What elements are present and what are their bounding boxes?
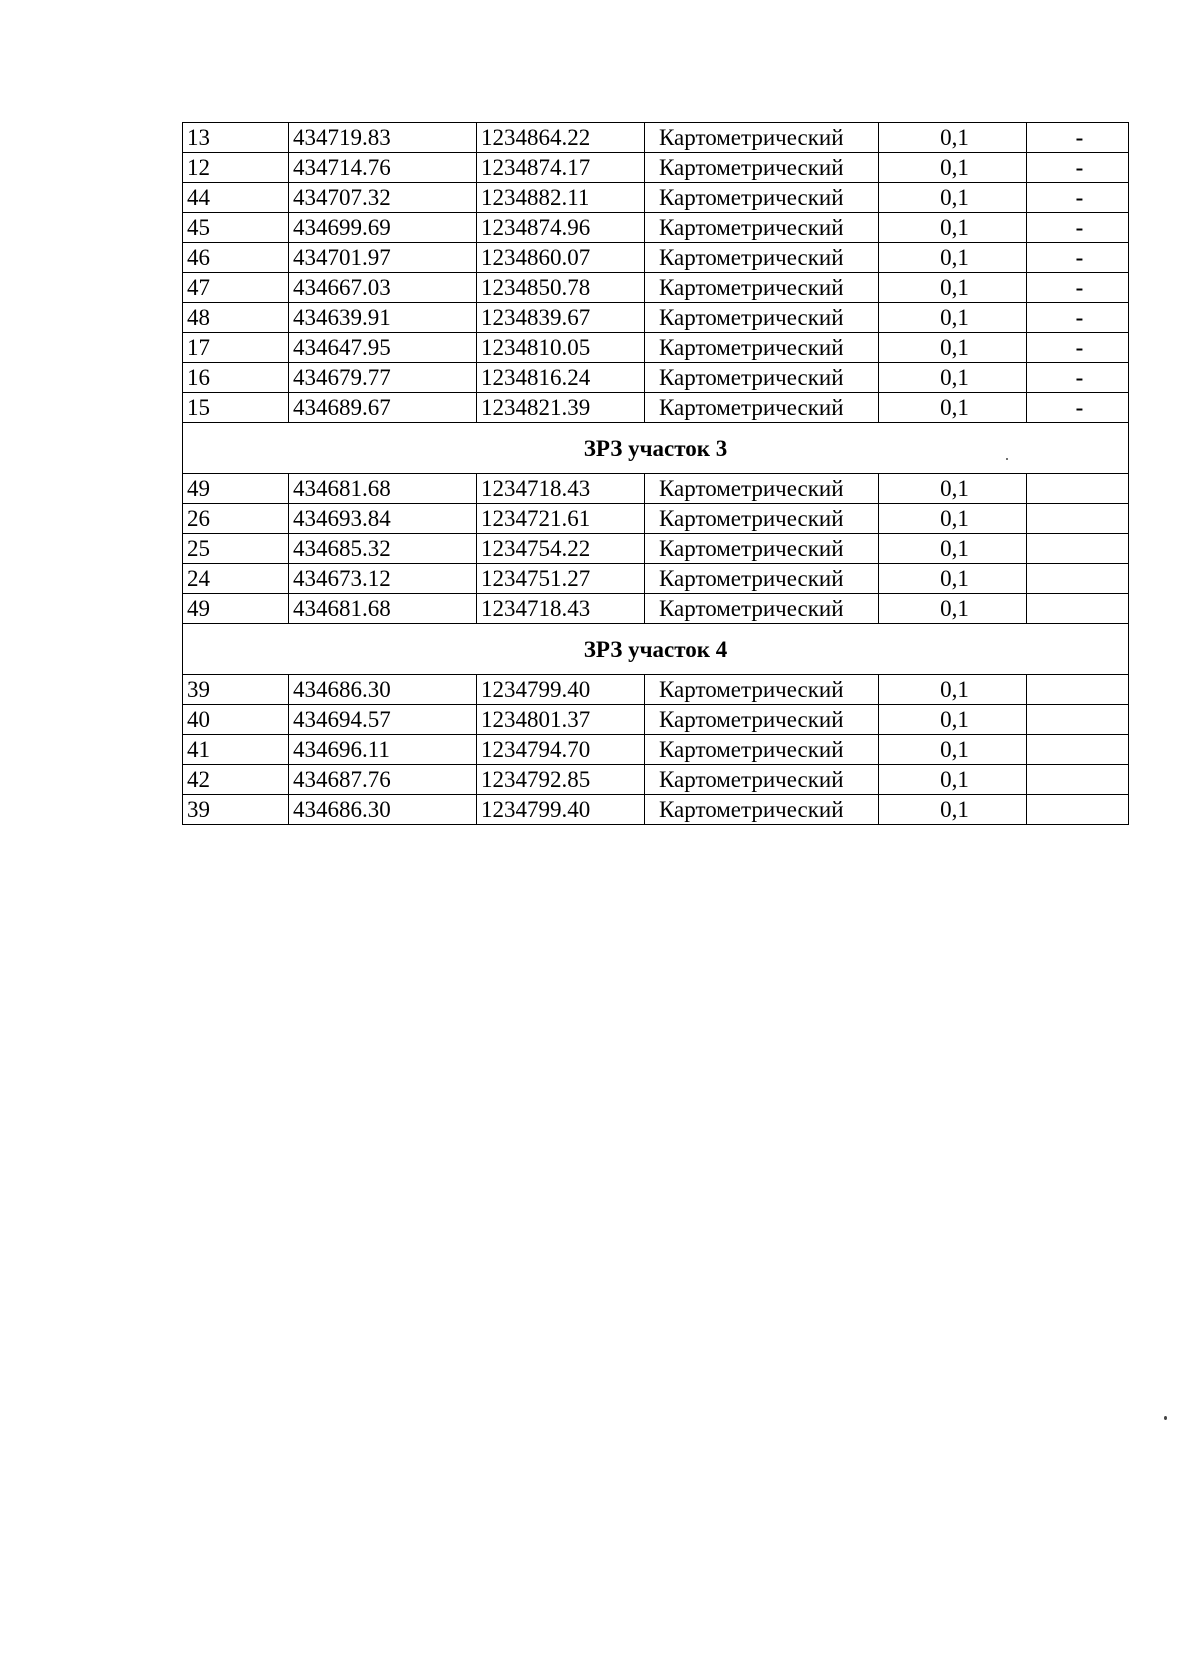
note-cell: - [1027,393,1129,423]
section-title: ЗРЗ участок 3 [183,423,1129,474]
point-number-cell: 48 [183,303,289,333]
y-coordinate-cell: 1234850.78 [477,273,645,303]
method-cell: Картометрический [645,273,879,303]
y-coordinate-cell: 1234816.24 [477,363,645,393]
table-row [183,243,1129,273]
table-row [183,183,1129,213]
note-cell: - [1027,303,1129,333]
table-row [183,504,1129,534]
point-number-cell: 45 [183,213,289,243]
x-coordinate-cell: 434685.32 [289,534,477,564]
method-cell: Картометрический [645,333,879,363]
method-cell: Картометрический [645,675,879,705]
y-coordinate-cell: 1234801.37 [477,705,645,735]
x-coordinate-cell: 434689.67 [289,393,477,423]
table-row [183,213,1129,243]
x-coordinate-cell: 434686.30 [289,795,477,825]
point-number-cell: 17 [183,333,289,363]
table-row [183,123,1129,153]
table-row [183,594,1129,624]
table-row [183,534,1129,564]
accuracy-cell: 0,1 [879,213,1027,243]
accuracy-cell: 0,1 [879,333,1027,363]
note-cell [1027,765,1129,795]
x-coordinate-cell: 434686.30 [289,675,477,705]
x-coordinate-cell: 434707.32 [289,183,477,213]
y-coordinate-cell: 1234864.22 [477,123,645,153]
point-number-cell: 25 [183,534,289,564]
accuracy-cell: 0,1 [879,534,1027,564]
table-row [183,393,1129,423]
point-number-cell: 26 [183,504,289,534]
y-coordinate-cell: 1234751.27 [477,564,645,594]
method-cell: Картометрический [645,303,879,333]
point-number-cell: 39 [183,675,289,705]
y-coordinate-cell: 1234721.61 [477,504,645,534]
note-cell [1027,534,1129,564]
x-coordinate-cell: 434679.77 [289,363,477,393]
point-number-cell: 40 [183,705,289,735]
method-cell: Картометрический [645,795,879,825]
point-number-cell: 39 [183,795,289,825]
x-coordinate-cell: 434696.11 [289,735,477,765]
y-coordinate-cell: 1234874.17 [477,153,645,183]
coordinates-table-body [183,123,1129,825]
x-coordinate-cell: 434639.91 [289,303,477,333]
note-cell [1027,795,1129,825]
section-header-row [183,624,1129,675]
coordinates-table [182,122,1129,825]
note-cell: - [1027,213,1129,243]
note-cell: - [1027,153,1129,183]
x-coordinate-cell: 434681.68 [289,594,477,624]
x-coordinate-cell: 434673.12 [289,564,477,594]
note-cell [1027,594,1129,624]
note-cell: - [1027,183,1129,213]
note-cell: - [1027,363,1129,393]
method-cell: Картометрический [645,705,879,735]
point-number-cell: 49 [183,594,289,624]
method-cell: Картометрический [645,123,879,153]
note-cell: - [1027,243,1129,273]
table-row [183,474,1129,504]
table-row [183,735,1129,765]
method-cell: Картометрический [645,153,879,183]
y-coordinate-cell: 1234754.22 [477,534,645,564]
note-cell [1027,735,1129,765]
y-coordinate-cell: 1234882.11 [477,183,645,213]
table-row [183,333,1129,363]
table-row [183,303,1129,333]
accuracy-cell: 0,1 [879,123,1027,153]
x-coordinate-cell: 434699.69 [289,213,477,243]
point-number-cell: 12 [183,153,289,183]
y-coordinate-cell: 1234792.85 [477,765,645,795]
note-cell [1027,705,1129,735]
x-coordinate-cell: 434701.97 [289,243,477,273]
accuracy-cell: 0,1 [879,183,1027,213]
method-cell: Картометрический [645,564,879,594]
note-cell [1027,474,1129,504]
y-coordinate-cell: 1234839.67 [477,303,645,333]
method-cell: Картометрический [645,183,879,213]
method-cell: Картометрический [645,504,879,534]
method-cell: Картометрический [645,393,879,423]
table-row [183,765,1129,795]
y-coordinate-cell: 1234718.43 [477,474,645,504]
table-row [183,363,1129,393]
table-row [183,795,1129,825]
method-cell: Картометрический [645,594,879,624]
method-cell: Картометрический [645,534,879,564]
y-coordinate-cell: 1234794.70 [477,735,645,765]
point-number-cell: 42 [183,765,289,795]
accuracy-cell: 0,1 [879,303,1027,333]
point-number-cell: 15 [183,393,289,423]
x-coordinate-cell: 434667.03 [289,273,477,303]
accuracy-cell: 0,1 [879,153,1027,183]
point-number-cell: 47 [183,273,289,303]
x-coordinate-cell: 434693.84 [289,504,477,534]
section-title: ЗРЗ участок 4 [183,624,1129,675]
accuracy-cell: 0,1 [879,243,1027,273]
y-coordinate-cell: 1234821.39 [477,393,645,423]
point-number-cell: 16 [183,363,289,393]
note-cell: - [1027,333,1129,363]
table-row [183,153,1129,183]
accuracy-cell: 0,1 [879,705,1027,735]
y-coordinate-cell: 1234799.40 [477,675,645,705]
accuracy-cell: 0,1 [879,735,1027,765]
point-number-cell: 41 [183,735,289,765]
accuracy-cell: 0,1 [879,474,1027,504]
scan-speck [1006,458,1008,460]
table-row [183,564,1129,594]
point-number-cell: 49 [183,474,289,504]
accuracy-cell: 0,1 [879,675,1027,705]
x-coordinate-cell: 434647.95 [289,333,477,363]
section-header-row [183,423,1129,474]
x-coordinate-cell: 434687.76 [289,765,477,795]
accuracy-cell: 0,1 [879,594,1027,624]
note-cell [1027,564,1129,594]
method-cell: Картометрический [645,243,879,273]
table-row [183,273,1129,303]
x-coordinate-cell: 434694.57 [289,705,477,735]
note-cell: - [1027,273,1129,303]
y-coordinate-cell: 1234799.40 [477,795,645,825]
y-coordinate-cell: 1234860.07 [477,243,645,273]
scan-speck [1164,1416,1167,1420]
x-coordinate-cell: 434719.83 [289,123,477,153]
method-cell: Картометрический [645,474,879,504]
accuracy-cell: 0,1 [879,273,1027,303]
method-cell: Картометрический [645,213,879,243]
point-number-cell: 13 [183,123,289,153]
x-coordinate-cell: 434714.76 [289,153,477,183]
table-row [183,675,1129,705]
x-coordinate-cell: 434681.68 [289,474,477,504]
y-coordinate-cell: 1234874.96 [477,213,645,243]
method-cell: Картометрический [645,765,879,795]
y-coordinate-cell: 1234810.05 [477,333,645,363]
accuracy-cell: 0,1 [879,795,1027,825]
table-row [183,705,1129,735]
point-number-cell: 44 [183,183,289,213]
accuracy-cell: 0,1 [879,765,1027,795]
accuracy-cell: 0,1 [879,564,1027,594]
method-cell: Картометрический [645,363,879,393]
accuracy-cell: 0,1 [879,393,1027,423]
point-number-cell: 46 [183,243,289,273]
note-cell: - [1027,123,1129,153]
accuracy-cell: 0,1 [879,363,1027,393]
point-number-cell: 24 [183,564,289,594]
note-cell [1027,675,1129,705]
method-cell: Картометрический [645,735,879,765]
accuracy-cell: 0,1 [879,504,1027,534]
y-coordinate-cell: 1234718.43 [477,594,645,624]
note-cell [1027,504,1129,534]
